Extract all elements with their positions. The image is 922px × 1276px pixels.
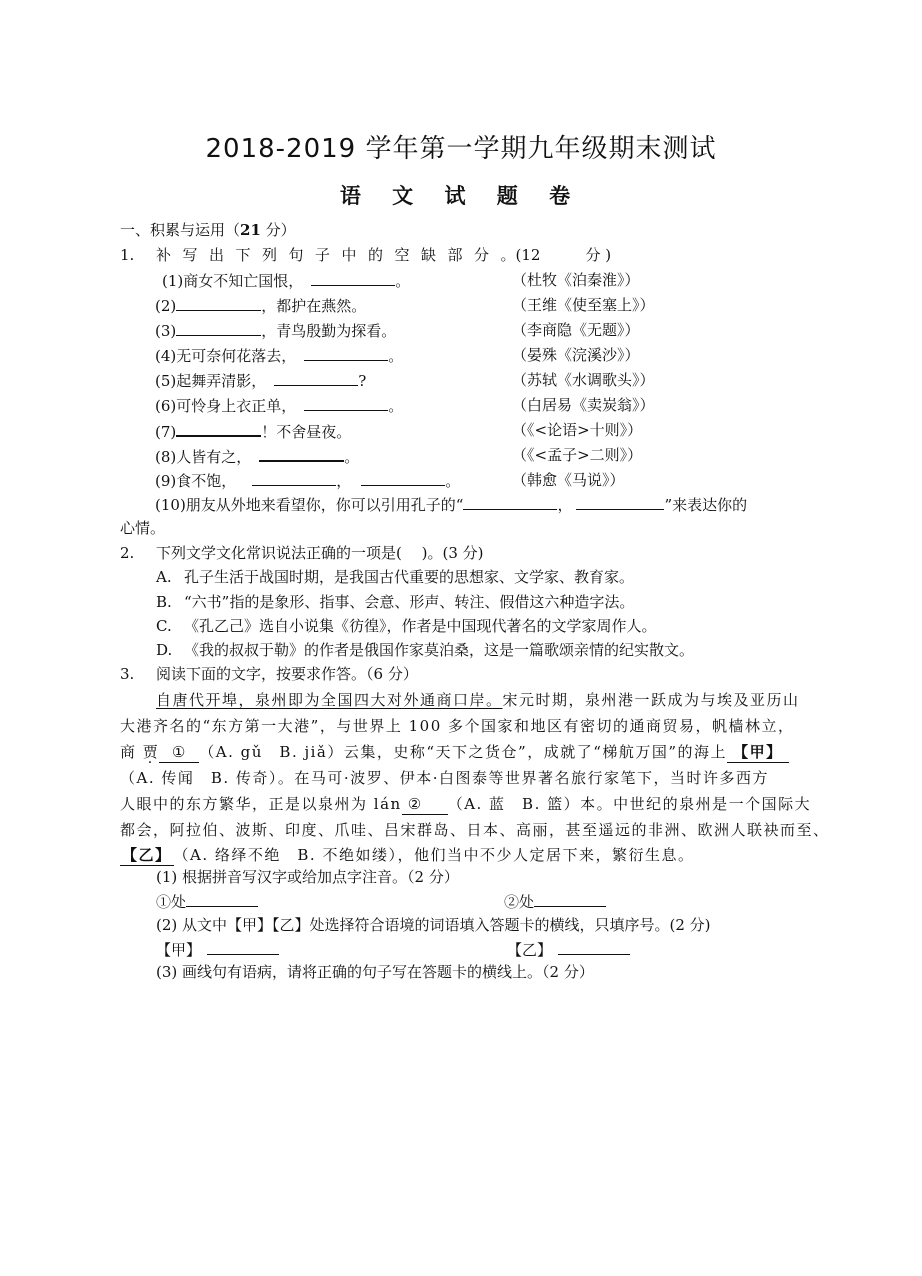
item-text: ！不舍昼夜。 <box>261 423 352 441</box>
item-source: （韩愈《马说》） <box>512 471 625 489</box>
sub-question-2: (2) 从文中【甲】【乙】处选择符合语境的词语填入答题卡的横线，只填序号。(2 分) <box>156 916 711 934</box>
option-label: B. <box>156 593 172 611</box>
q1-item-3 <box>155 320 396 341</box>
q1-item-10 <box>155 494 747 515</box>
question-score: 。(12 分 ) <box>500 246 612 264</box>
q2-option-d <box>156 640 694 660</box>
answer-blank[interactable] <box>311 270 395 286</box>
item-source: （苏轼《水调歌头》） <box>512 371 655 389</box>
option-text: “六书”指的是象形、指事、会意、形声、转注、假借这六种造字法。 <box>184 593 635 611</box>
item-text: ，青鸟殷勤为探看。 <box>261 322 397 340</box>
answer-blank[interactable] <box>176 295 261 311</box>
item-text: (10)朋友从外地来看望你，你可以引用孔子的“ <box>155 496 464 514</box>
passage-line <box>156 690 800 710</box>
item-text: (5)起舞弄清影， <box>155 372 267 390</box>
item-text: (8)人皆有之， <box>155 448 252 466</box>
q2-option-b <box>156 592 634 612</box>
answer-jia-row <box>156 939 279 960</box>
answer-blank[interactable] <box>259 445 344 462</box>
item-10-continuation: 心情。 <box>120 519 166 537</box>
item-text: (3) <box>155 322 177 340</box>
item-text: ， <box>336 472 352 490</box>
item-source: （《<孟子>二则》） <box>512 446 643 464</box>
q1-item-1 <box>162 270 410 291</box>
answer-2-row <box>504 891 606 912</box>
question-1-prompt <box>120 245 611 265</box>
blank-marker-jia[interactable]: 【甲】 <box>727 742 789 763</box>
item-text: (7) <box>155 423 177 441</box>
answer-blank[interactable] <box>252 470 336 486</box>
answer-label: ②处 <box>504 893 535 911</box>
q1-item-6 <box>155 395 403 416</box>
section-heading-prefix: 一、积累与运用（ <box>120 221 241 239</box>
answer-blank[interactable] <box>304 345 388 361</box>
item-source: （杜牧《泊秦淮》） <box>512 271 640 289</box>
item-text: ，都护在燕然。 <box>261 297 367 315</box>
section-heading-suffix: 分） <box>260 221 296 239</box>
passage-line: 都会，阿拉伯、波斯、印度、爪哇、吕宋群岛、日本、高丽，甚至遥远的非洲、欧洲人联袂而至、 <box>120 821 830 839</box>
blank-marker-2[interactable]: ② <box>402 794 448 815</box>
answer-yi-row <box>507 939 630 960</box>
passage-line <box>120 742 789 763</box>
q1-item-7 <box>155 420 351 442</box>
question-number: 2. <box>120 544 135 562</box>
item-text: 。 <box>445 472 461 490</box>
item-text: ， <box>557 496 573 514</box>
underlined-sentence: 自唐代开埠，泉州即为全国四大对外通商口岸。 <box>156 691 503 709</box>
item-source: （王维《使至塞上》） <box>512 296 655 314</box>
sub-question-1: (1) 根据拼音写汉字或给加点字注音。（2 分） <box>156 868 459 886</box>
answer-blank[interactable] <box>176 420 261 437</box>
item-text: ”来表达你的 <box>664 496 748 514</box>
answer-blank[interactable] <box>274 370 358 386</box>
item-text: (4)无可奈何花落去， <box>155 347 297 365</box>
question-2-prompt <box>120 543 484 563</box>
passage-text: （A. 络绎不绝 B. 不绝如缕），他们当中不少人定居下来，繁衍生息。 <box>173 846 695 864</box>
option-label: D. <box>156 641 173 659</box>
item-text: (2) <box>155 297 177 315</box>
option-text: 《孔乙己》选自小说集《彷徨》，作者是中国现代著名的文学家周作人。 <box>184 617 657 635</box>
option-text: 《我的叔叔于勒》的作者是俄国作家莫泊桑，这是一篇歌颂亲情的纪实散文。 <box>184 641 695 659</box>
q1-item-2 <box>155 295 366 316</box>
passage-line: （A. 传闻 B. 传奇）。在马可·波罗、伊本·白图泰等世界著名旅行家笔下，当时许多西方 <box>120 769 769 787</box>
answer-label: 【乙】 <box>507 941 553 959</box>
exam-subtitle: 语 文 试 题 卷 <box>339 183 583 208</box>
question-number: 3. <box>120 665 135 683</box>
answer-1-row <box>156 891 258 912</box>
item-text: 。 <box>344 448 360 466</box>
answer-blank[interactable] <box>186 891 258 907</box>
answer-blank[interactable] <box>176 320 261 336</box>
pinyin-text: lán <box>373 795 402 813</box>
question-number: 1. <box>120 246 135 264</box>
passage-text: 人眼中的东方繁华，正是以泉州为 <box>120 795 374 813</box>
section-heading <box>120 220 296 240</box>
q2-option-a <box>156 567 634 587</box>
item-text: 。 <box>388 397 404 415</box>
passage-line <box>120 794 811 815</box>
item-text: (9)食不饱， <box>155 472 237 490</box>
answer-label: 【甲】 <box>156 941 202 959</box>
passage-text: 商 <box>120 743 143 761</box>
section-score: 21 <box>240 221 261 239</box>
item-text: 。 <box>388 347 404 365</box>
item-text: ? <box>358 372 367 390</box>
item-text: (1)商女不知亡国恨， <box>162 272 304 290</box>
answer-blank[interactable] <box>207 939 279 955</box>
option-label: C. <box>156 617 172 635</box>
sub-question-3: (3) 画线句有语病，请将正确的句子写在答题卡的横线上。（2 分） <box>156 963 594 981</box>
answer-label: ①处 <box>156 893 187 911</box>
item-text: (6)可怜身上衣正单， <box>155 397 297 415</box>
q1-item-4 <box>155 345 403 366</box>
dotted-character: 贾 <box>142 743 160 761</box>
question-prompt: 补写出下列句子中的空缺部分 <box>156 246 501 264</box>
passage-line <box>120 845 694 866</box>
q1-item-5 <box>155 370 366 391</box>
item-source: （晏殊《浣溪沙》） <box>512 346 640 364</box>
item-source: （白居易《卖炭翁》） <box>512 396 655 414</box>
question-prompt: 下列文学文化常识说法正确的一项是( )。(3 分) <box>156 544 484 562</box>
answer-blank[interactable] <box>558 939 630 955</box>
passage-text: （A. 蓝 B. 篮）本。中世纪的泉州是一个国际大 <box>447 795 812 813</box>
question-prompt: 阅读下面的文字，按要求作答。（6 分） <box>156 665 418 683</box>
passage-text: （A. gǔ B. jiǎ）云集，史称“天下之货仓”，成就了“梯航万国”的海上 <box>199 743 728 761</box>
passage-text: 宋元时期，泉州港一跃成为与埃及亚历山 <box>502 691 800 709</box>
item-source: （李商隐《无题》） <box>512 321 640 339</box>
question-3-prompt <box>120 664 418 684</box>
answer-blank[interactable] <box>361 470 445 486</box>
blank-marker-yi[interactable]: 【乙】 <box>122 846 172 864</box>
answer-blank[interactable] <box>576 494 664 510</box>
answer-blank[interactable] <box>304 395 388 411</box>
exam-title: 2018-2019 学年第一学期九年级期末测试 <box>205 134 717 164</box>
answer-blank[interactable] <box>463 494 557 510</box>
passage-line: 大港齐名的“东方第一大港”，与世界上 100 多个国家和地区有密切的通商贸易，帆樯林立， <box>120 717 795 735</box>
answer-blank[interactable] <box>534 891 606 907</box>
q1-item-9 <box>155 470 460 491</box>
option-label: A. <box>156 568 172 586</box>
q1-item-8 <box>155 445 359 467</box>
option-text: 孔子生活于战国时期，是我国古代重要的思想家、文学家、教育家。 <box>184 568 635 586</box>
item-text: 。 <box>395 272 411 290</box>
item-source: （《<论语>十则》） <box>512 421 643 439</box>
q2-option-c <box>156 616 657 636</box>
blank-marker-1[interactable]: ① <box>159 742 199 763</box>
